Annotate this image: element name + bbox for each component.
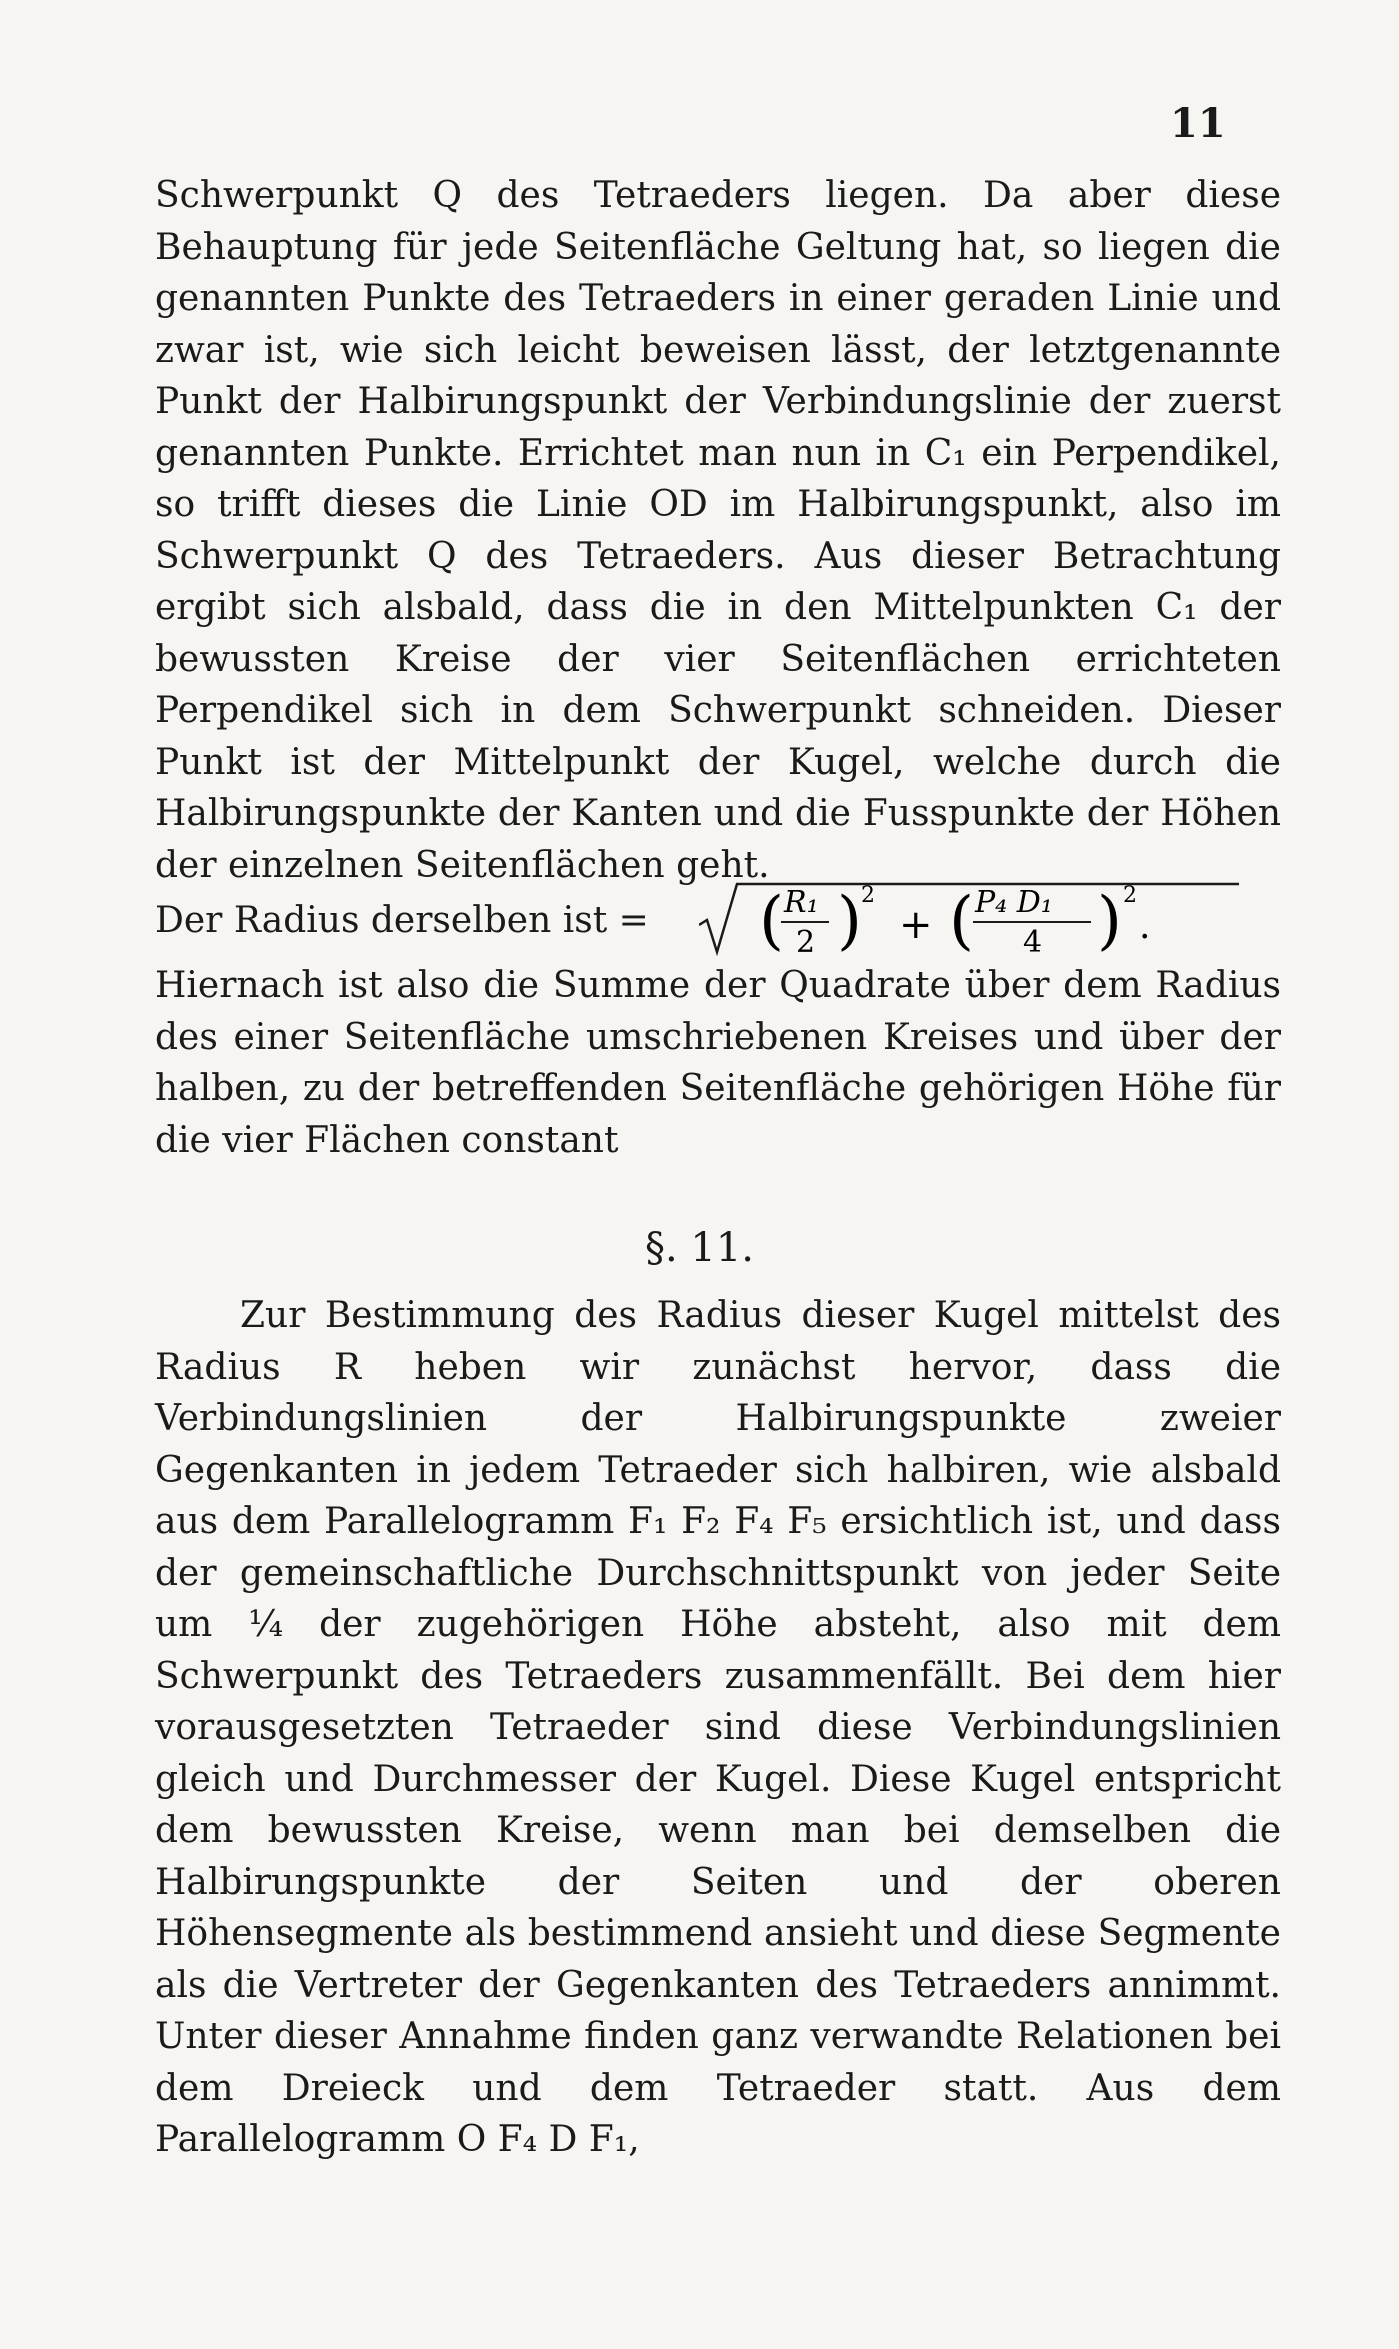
paren-open-1: ( xyxy=(758,884,784,958)
radius-formula xyxy=(155,880,1281,960)
paragraph-2-text: Hiernach ist also die Summe der Quadrate über dem Radius des einer Seitenfläche umschriebenen Kreises und über der halben, zu der betreffenden Seitenfläche gehörigen Höhe für die vier Flächen constant xyxy=(155,965,1281,1161)
sqrt-formula-svg xyxy=(699,880,1259,960)
denominator-4: 4 xyxy=(1022,925,1042,960)
numerator-r1: R₁ xyxy=(783,885,819,920)
denominator-2: 2 xyxy=(795,925,815,960)
paren-open-2: ( xyxy=(948,884,974,958)
section-heading: §. 11. xyxy=(644,1225,755,1271)
paren-close-2: ) xyxy=(1096,884,1122,958)
numerator-p4d1: P₄ D₁ xyxy=(974,885,1053,920)
paragraph-3-text: Zur Bestimmung des Radius dieser Kugel mittelst des Radius R heben wir zunächst hervor, dass die Verbindungslinien der Halbirungspunkte zweier Gegenkanten in jedem Tetraeder sich halbiren, wie alsbald aus dem Parallelogramm F₁ F₂ F₄ F₅ ersichtlich ist, und dass der gemeinschaftliche Durchschnittspunkt von jeder Seite um ¼ der zugehörigen Höhe absteht, also mit dem Schwerpunkt des Tetraeders zusammenfällt. Bei dem hier vorausgesetzten Tetraeder sind diese Verbindungslinien gleich und Durchmesser der Kugel. Diese Kugel entspricht dem bewussten Kreise, wenn man bei demselben die Halbirungspunkte der Seiten und der oberen Höhensegmente als bestimmend ansieht und diese Segmente als die Vertreter der Gegenkanten des Tetraeders annimmt. Unter dieser Annahme finden ganz verwandte Relationen bei dem Dreieck und dem Tetraeder statt. Aus dem Parallelogramm O F₄ D F₁, xyxy=(155,1295,1281,2160)
page-number: 11 xyxy=(1170,100,1226,147)
paren-close-1: ) xyxy=(836,884,862,958)
paragraph-3 xyxy=(155,1290,1281,2166)
paragraph-1 xyxy=(155,170,1281,891)
paragraph-2 xyxy=(155,960,1281,1166)
exponent-2: 2 xyxy=(1122,883,1137,908)
formula-end: . xyxy=(1138,906,1151,947)
exponent-1: 2 xyxy=(860,883,875,908)
formula-label: Der Radius derselben ist = xyxy=(155,899,649,941)
plus-sign: + xyxy=(898,902,933,948)
paragraph-1-text: Schwerpunkt Q des Tetraeders liegen. Da aber diese Behauptung für jede Seitenfläche Geltung hat, so liegen die genannten Punkte des Tetraeders in einer geraden Linie und zwar ist, wie sich leicht beweisen lässt, der letztgenannte Punkt der Halbirungspunkt der Verbindungslinie der zuerst genannten Punkte. Errichtet man nun in C₁ ein Perpendikel, so trifft dieses die Linie OD im Halbirungspunkt, also im Schwerpunkt Q des Tetraeders. Aus dieser Betrachtung ergibt sich alsbald, dass die in den Mittelpunkten C₁ der bewussten Kreise der vier Seitenflächen errichteten Perpendikel sich in dem Schwerpunkt schneiden. Dieser Punkt ist der Mittelpunkt der Kugel, welche durch die Halbirungspunkte der Kanten und die Fusspunkte der Höhen der einzelnen Seitenflächen geht. xyxy=(155,175,1281,886)
